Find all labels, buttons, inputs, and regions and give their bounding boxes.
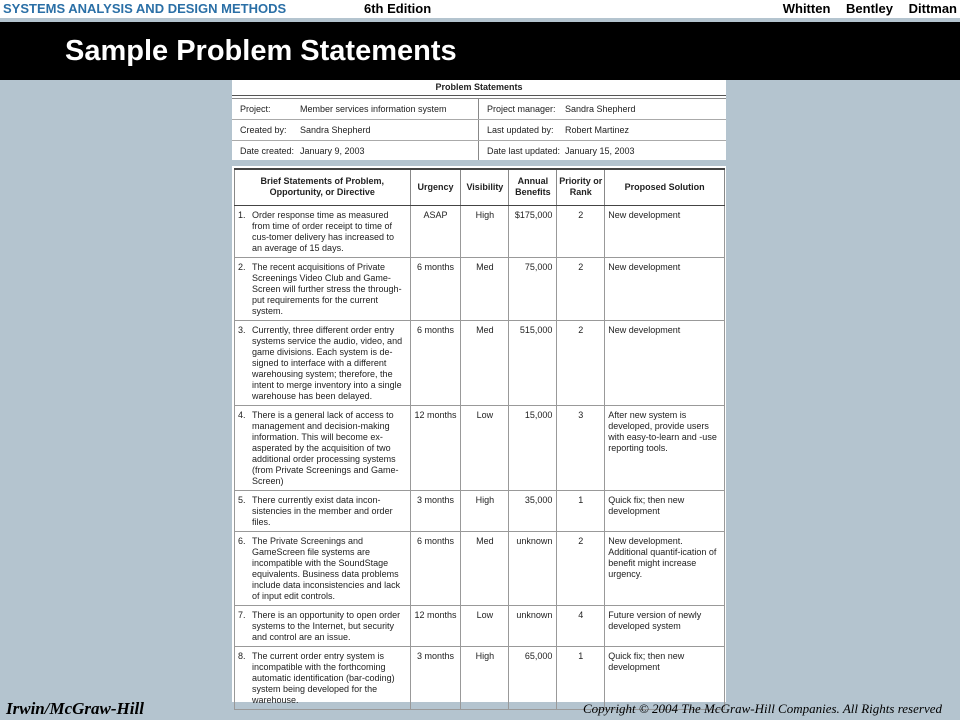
- urgency-cell: 12 months: [410, 605, 461, 646]
- date-created-field: [232, 141, 479, 162]
- header-visibility: Visibility: [461, 169, 509, 205]
- header-statement: Brief Statements of Problem, Opportunity, or Directive: [235, 169, 411, 205]
- section-divider: [232, 160, 726, 166]
- author-name: Dittman: [908, 1, 957, 16]
- project-info-row: [232, 99, 726, 120]
- statement-text: There is an opportunity to open order systems to the Internet, but security and control are an issue.: [252, 609, 401, 642]
- row-number: 4.: [238, 409, 246, 420]
- author-name: Bentley: [846, 1, 893, 16]
- header-solution: Proposed Solution: [605, 169, 725, 205]
- table-row: [235, 531, 725, 605]
- document-title: Problem Statements: [232, 80, 726, 96]
- solution-cell: Quick fix; then new development: [605, 646, 725, 709]
- project-field: [232, 99, 479, 119]
- publisher-name: Irwin/McGraw-Hill: [6, 699, 144, 718]
- priority-cell: 1: [557, 490, 605, 531]
- table-row: [235, 257, 725, 320]
- solution-cell: New development. Additional quantif-ication of benefit might increase urgency.: [605, 531, 725, 605]
- date-updated-value: January 15, 2003: [565, 146, 635, 156]
- updated-by-value: Robert Martinez: [565, 125, 630, 135]
- solution-cell: After new system is developed, provide users with easy-to-learn and -use reporting tools.: [605, 405, 725, 490]
- author-name: Whitten: [782, 1, 831, 16]
- statement-text: There is a general lack of access to management and decision-making information. This will become ex-asperated by the acquisition of two additional order processing systems (from Private Screenings and Game-Screen): [252, 409, 399, 486]
- header-urgency: Urgency: [410, 169, 461, 205]
- updated-by-label: Last updated by:: [487, 125, 554, 135]
- statement-text: The Private Screenings and GameScreen file systems are incompatible with the SoundStage equivalents. Business data problems include data inconsistencies and lack of input edit controls.: [252, 535, 401, 601]
- solution-cell: New development: [605, 257, 725, 320]
- row-number: 1.: [238, 209, 246, 220]
- project-info-row: [232, 141, 726, 162]
- slide-title: Sample Problem Statements: [65, 35, 457, 67]
- benefits-cell: unknown: [509, 531, 557, 605]
- visibility-cell: Low: [461, 405, 509, 490]
- priority-cell: 2: [557, 320, 605, 405]
- priority-cell: 2: [557, 531, 605, 605]
- benefits-cell: 75,000: [509, 257, 557, 320]
- urgency-cell: 12 months: [410, 405, 461, 490]
- copyright-notice: Copyright © 2004 The McGraw-Hill Companies. All Rights reserved: [582, 701, 942, 716]
- urgency-cell: 6 months: [410, 320, 461, 405]
- benefits-cell: 65,000: [509, 646, 557, 709]
- created-by-label: Created by:: [240, 125, 287, 135]
- priority-cell: 1: [557, 646, 605, 709]
- solution-cell: Quick fix; then new development: [605, 490, 725, 531]
- header-benefits: Annual Benefits: [509, 169, 557, 205]
- row-number: 8.: [238, 650, 246, 661]
- urgency-cell: ASAP: [410, 205, 461, 257]
- visibility-cell: High: [461, 205, 509, 257]
- statement-cell: [235, 320, 411, 405]
- statement-text: Order response time as measured from time of order receipt to time of cus-tomer delivery has increased to an average of 15 days.: [252, 209, 395, 253]
- statement-cell: [235, 490, 411, 531]
- statement-cell: [235, 531, 411, 605]
- benefits-cell: 515,000: [509, 320, 557, 405]
- visibility-cell: Med: [461, 531, 509, 605]
- manager-label: Project manager:: [487, 104, 556, 114]
- row-number: 3.: [238, 324, 246, 335]
- created-by-value: Sandra Shepherd: [300, 125, 371, 135]
- benefits-cell: 35,000: [509, 490, 557, 531]
- date-updated-label: Date last updated:: [487, 146, 561, 156]
- manager-value: Sandra Shepherd: [565, 104, 636, 114]
- book-title: SYSTEMS ANALYSIS AND DESIGN METHODS: [3, 1, 287, 16]
- priority-cell: 2: [557, 257, 605, 320]
- visibility-cell: High: [461, 490, 509, 531]
- priority-cell: 4: [557, 605, 605, 646]
- project-value: Member services information system: [300, 104, 447, 114]
- date-updated-field: [479, 141, 726, 162]
- row-number: 6.: [238, 535, 246, 546]
- author-list: [771, 0, 957, 17]
- header-priority: Priority or Rank: [557, 169, 605, 205]
- visibility-cell: Med: [461, 257, 509, 320]
- table-row: [235, 320, 725, 405]
- statement-text: The recent acquisitions of Private Screenings Video Club and Game-Screen will further stress the through-put requirements for the current system.: [252, 261, 402, 316]
- table-row: [235, 646, 725, 709]
- statement-cell: [235, 605, 411, 646]
- benefits-cell: unknown: [509, 605, 557, 646]
- statement-cell: [235, 405, 411, 490]
- created-by-field: [232, 120, 479, 140]
- table-row: [235, 405, 725, 490]
- slide-title-bar: [0, 22, 960, 80]
- statement-cell: [235, 205, 411, 257]
- solution-cell: Future version of newly developed system: [605, 605, 725, 646]
- table-header-row: [235, 169, 725, 205]
- benefits-cell: $175,000: [509, 205, 557, 257]
- statement-cell: [235, 646, 411, 709]
- urgency-cell: 3 months: [410, 490, 461, 531]
- statement-text: The current order entry system is incompatible with the forthcoming automatic identification (bar-coding) system being developed for the warehouse.: [252, 650, 395, 705]
- edition-label: 6th Edition: [364, 1, 432, 16]
- visibility-cell: Med: [461, 320, 509, 405]
- project-info-row: [232, 120, 726, 141]
- solution-cell: New development: [605, 320, 725, 405]
- row-number: 7.: [238, 609, 246, 620]
- visibility-cell: Low: [461, 605, 509, 646]
- updated-by-field: [479, 120, 726, 140]
- manager-field: [479, 99, 726, 119]
- statement-text: Currently, three different order entry systems service the audio, video, and game divisions. Each system is de-signed to interface with a different warehousing system; therefore, the intent to merge inventory into a single warehouse has been delayed.: [252, 324, 403, 401]
- urgency-cell: 3 months: [410, 646, 461, 709]
- urgency-cell: 6 months: [410, 257, 461, 320]
- project-info-block: [232, 98, 726, 163]
- problem-table: [234, 168, 725, 710]
- table-row: [235, 605, 725, 646]
- statement-cell: [235, 257, 411, 320]
- table-row: [235, 490, 725, 531]
- solution-cell: New development: [605, 205, 725, 257]
- top-header-bar: [0, 0, 960, 18]
- date-created-value: January 9, 2003: [300, 146, 365, 156]
- priority-cell: 2: [557, 205, 605, 257]
- table-row: [235, 205, 725, 257]
- urgency-cell: 6 months: [410, 531, 461, 605]
- visibility-cell: High: [461, 646, 509, 709]
- project-label: Project:: [240, 104, 271, 114]
- row-number: 5.: [238, 494, 246, 505]
- statement-text: There currently exist data incon-sistencies in the member and order files.: [252, 494, 393, 527]
- date-created-label: Date created:: [240, 146, 295, 156]
- problem-statements-document: [232, 80, 726, 705]
- row-number: 2.: [238, 261, 246, 272]
- priority-cell: 3: [557, 405, 605, 490]
- benefits-cell: 15,000: [509, 405, 557, 490]
